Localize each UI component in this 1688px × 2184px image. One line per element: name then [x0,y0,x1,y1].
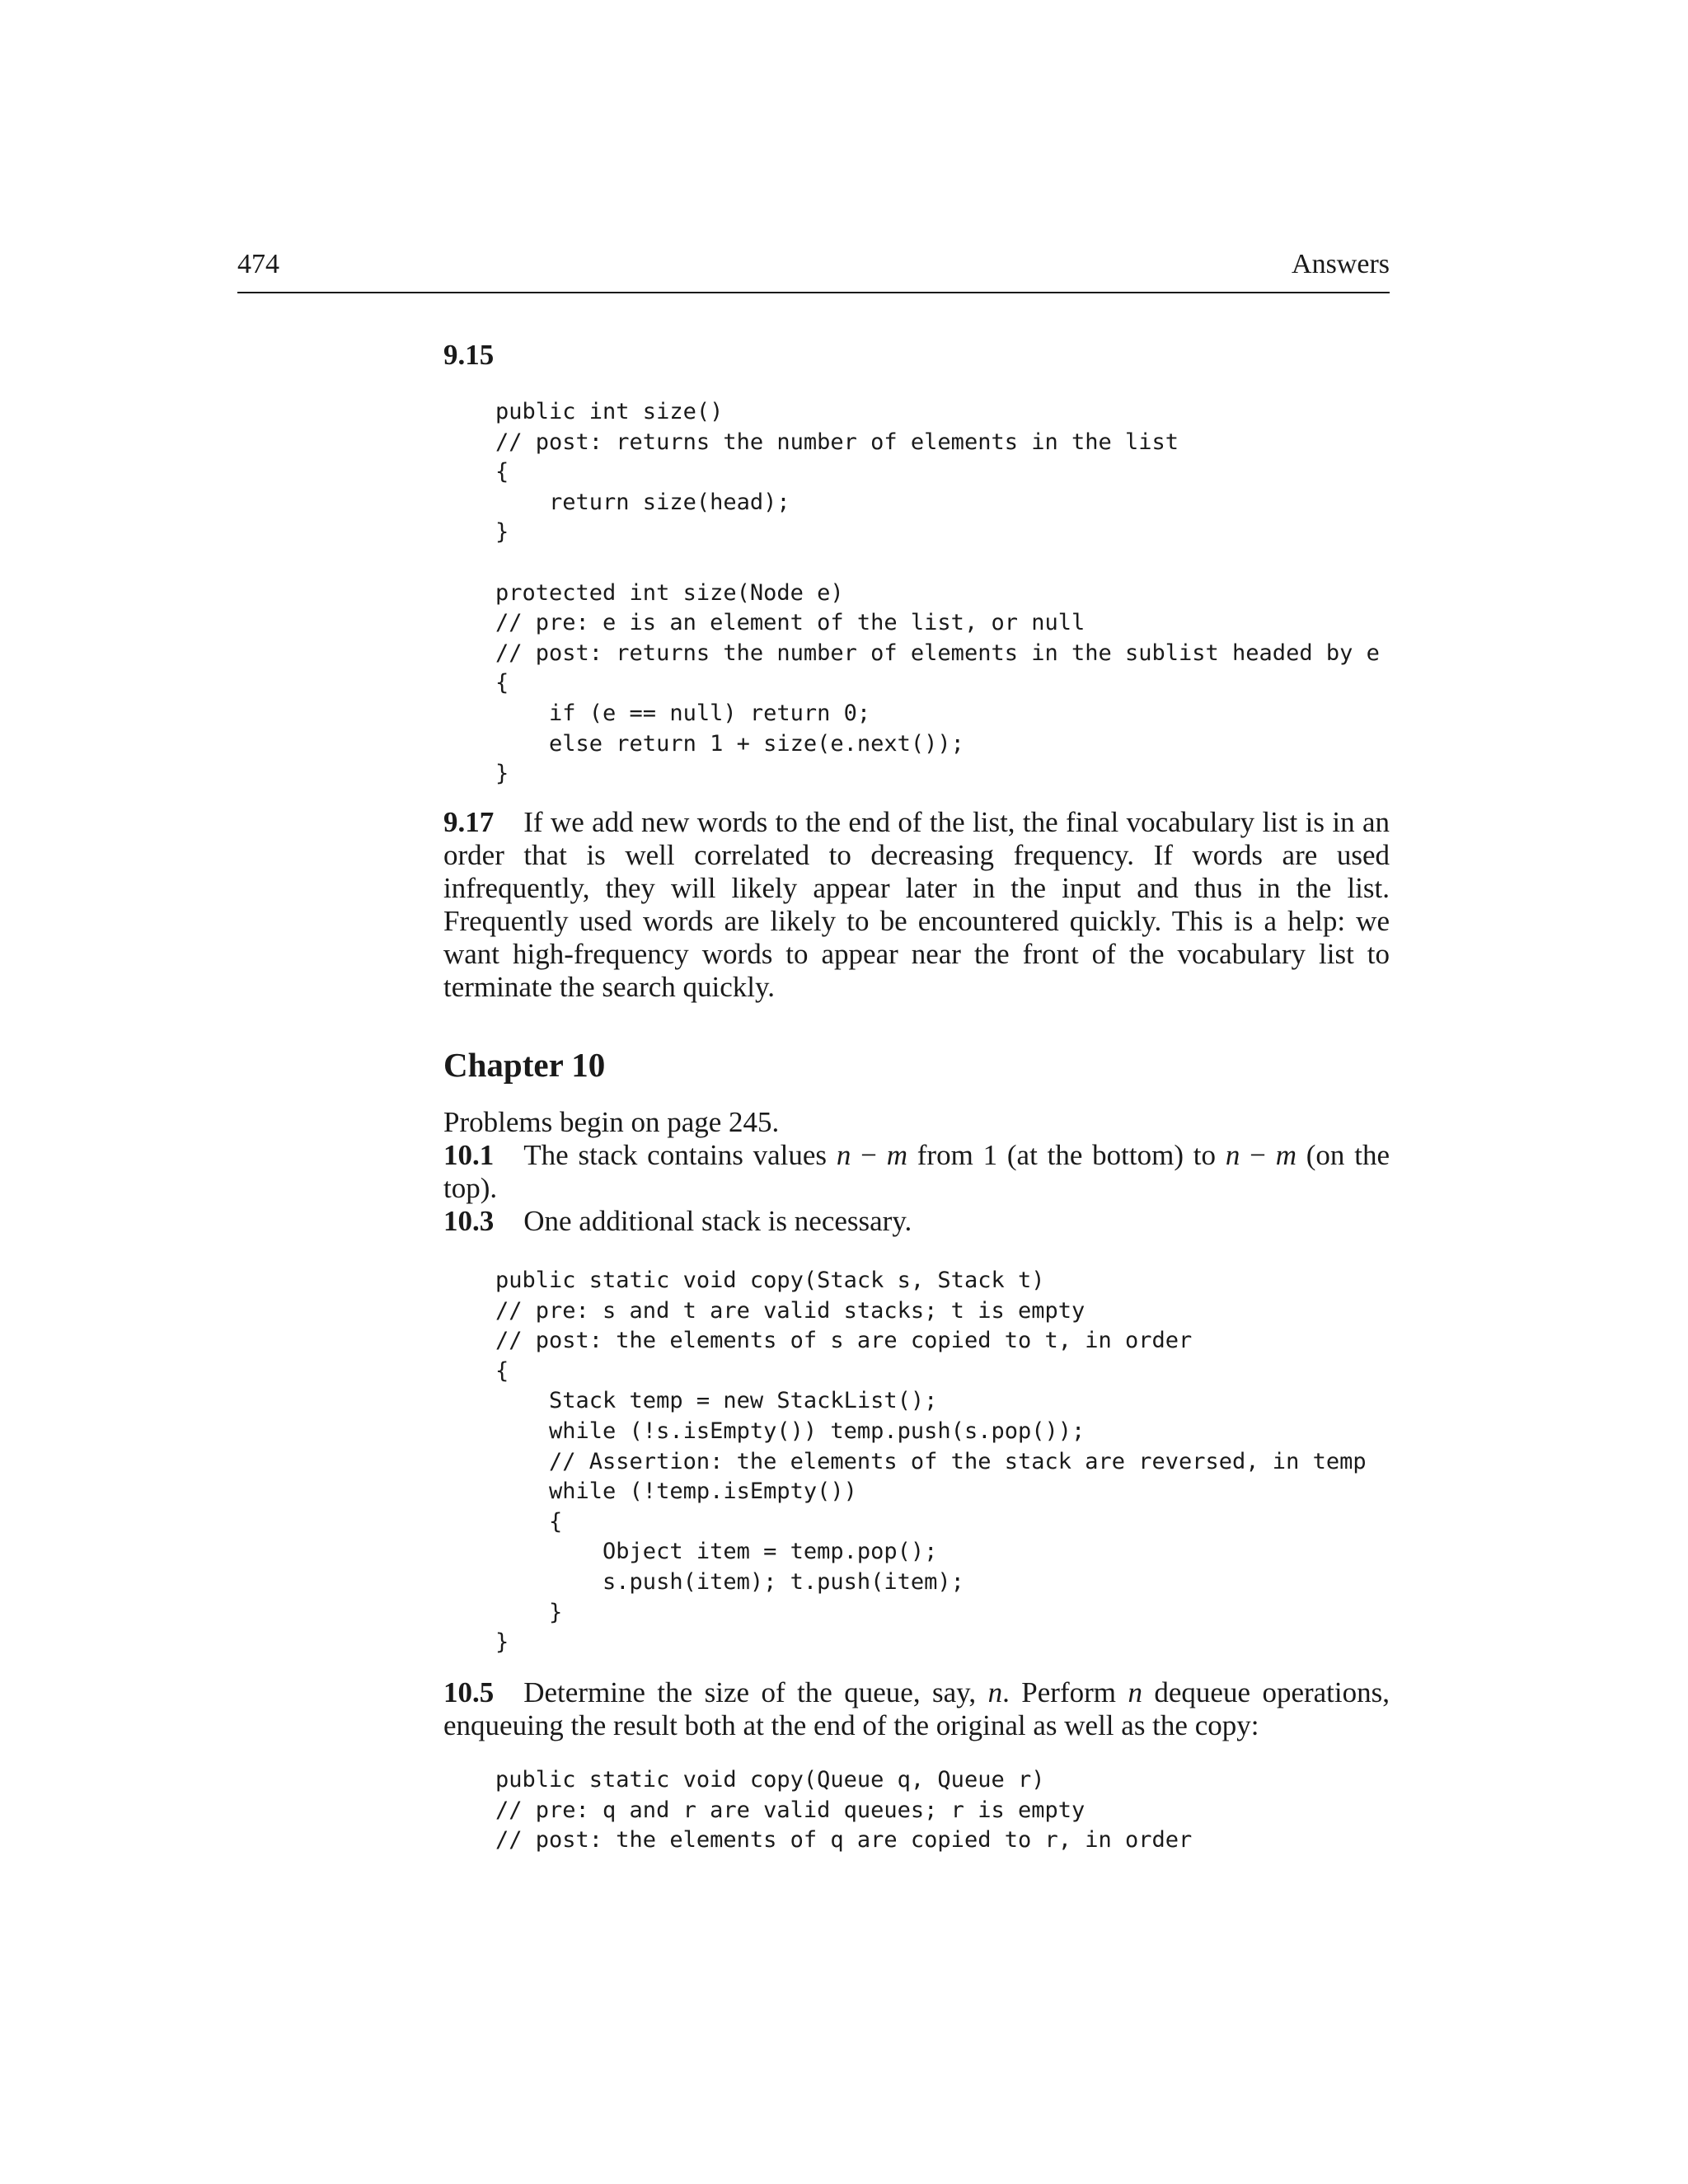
answer-label: 10.1 [443,1139,495,1171]
answer-10-1: 10.1 The stack contains values n − m from 1 (at the bottom) to n − m (on the top). [443,1139,1390,1204]
page-number: 474 [237,249,279,279]
code-block-copy-stack: public static void copy(Stack s, Stack t) // pre: s and t are valid stacks; t is empty // post: the elements of s are copied to t, in order { Stack temp = new StackList(); while (!s.isEmpty()) temp.push(s.pop()); // Assertion: the elements of the stack are reversed, in temp while (!temp.isEmpty()) { Object item = temp.pop(); s.push(item); t.push(item); } } [495,1268,1367,1656]
answer-10-5: 10.5 Determine the size of the queue, say, n. Perform n dequeue operations, enqueuing the result both at the end of the original as well as the copy: [443,1676,1390,1741]
math-var: n [1128,1676,1142,1708]
chapter-10-intro-block [443,1106,1390,1238]
header-rule [237,292,1390,293]
math-var: m [1275,1139,1296,1171]
answer-label: 10.5 [443,1676,495,1708]
math-var: n [987,1676,1003,1708]
chapter-intro: Problems begin on page 245. [443,1106,780,1138]
chapter-10-heading-block [443,1048,1390,1082]
answer-9-15-heading [443,340,1390,369]
code-block-copy-queue: public static void copy(Queue q, Queue r) // pre: q and r are valid queues; r is empty // post: the elements of q are copied to r, in order [495,1767,1193,1854]
math-var: n [836,1139,851,1171]
math-var: m [886,1139,907,1171]
running-header-title: Answers [1292,249,1390,279]
answer-label: 10.3 [443,1205,495,1237]
code-block-size: public int size() // post: returns the number of elements in the list { return size(head); } protected int size(Node e) // pre: e is an element of the list, or null // post: returns the number of elements in the sublist headed by e { if (e == null) return 0; else return 1 + size(e.next()); } [495,399,1380,787]
answer-9-17 [443,806,1390,1004]
chapter-heading: Chapter 10 [443,1046,606,1084]
answer-label: 9.15 [443,339,495,371]
math-var: n [1225,1139,1240,1171]
answer-10-3: 10.3 One additional stack is necessary. [443,1205,912,1237]
answer-label: 9.17 [443,806,495,838]
answer-text: If we add new words to the end of the list, the final vocabulary list is in an order that is well correlated to decreasing frequency. If words are used infrequently, they will likely appear later in the input and thus in the list. Frequently used words are likely to be encountered quickly. This is a help: we want high-frequency words to appear near the front of the vocabulary list to terminate the search quickly. [443,806,1390,1003]
